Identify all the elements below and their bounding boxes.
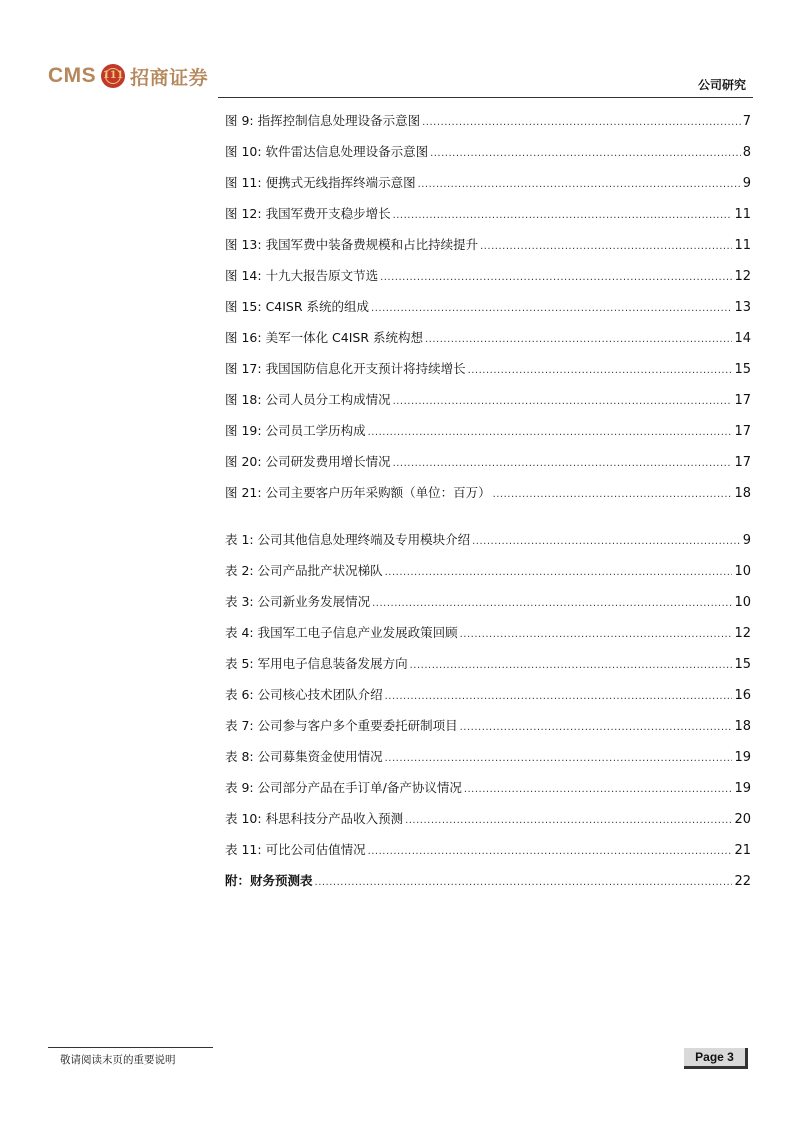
dot-leader bbox=[468, 353, 733, 386]
toc-entry-label: 图 16: 美军一体化 C4ISR 系统构想 bbox=[225, 330, 423, 345]
toc-entry-label: 图 15: C4ISR 系统的组成 bbox=[225, 299, 370, 314]
company-logo bbox=[48, 60, 208, 92]
toc-entry-page: 10 bbox=[734, 595, 751, 610]
toc-entry-figure[interactable] bbox=[225, 198, 751, 229]
toc-entry-label: 图 19: 公司员工学历构成 bbox=[225, 423, 366, 438]
dot-leader bbox=[410, 648, 733, 681]
toc-entry-page: 19 bbox=[734, 750, 751, 765]
dot-leader bbox=[368, 834, 733, 867]
toc-entry-figure[interactable] bbox=[225, 291, 751, 322]
toc-entry-page: 12 bbox=[734, 269, 751, 284]
toc-entry-page: 10 bbox=[734, 564, 751, 579]
toc-entry-label: 图 18: 公司人员分工构成情况 bbox=[225, 392, 391, 407]
footer-divider bbox=[48, 1047, 213, 1048]
toc-entry-page: 14 bbox=[734, 331, 751, 346]
toc-entry-table[interactable] bbox=[225, 679, 751, 710]
toc-entry-page: 12 bbox=[734, 626, 751, 641]
dot-leader bbox=[385, 555, 733, 588]
toc-entry-label: 图 11: 便携式无线指挥终端示意图 bbox=[225, 175, 416, 190]
dot-leader bbox=[422, 105, 741, 138]
toc-entry-label: 表 6: 公司核心技术团队介绍 bbox=[225, 687, 383, 702]
dot-leader bbox=[405, 803, 732, 836]
toc-entry-page: 11 bbox=[734, 238, 751, 253]
toc-entry-label: 表 3: 公司新业务发展情况 bbox=[225, 594, 371, 609]
logo-chinese-name: 招商证券 bbox=[130, 66, 209, 89]
logo-badge-text: 111 bbox=[102, 70, 124, 81]
dot-leader bbox=[393, 384, 733, 417]
dot-leader bbox=[472, 524, 741, 557]
dot-leader bbox=[372, 586, 732, 619]
toc-entry-page: 21 bbox=[734, 843, 751, 858]
dot-leader bbox=[460, 710, 733, 743]
dot-leader bbox=[480, 229, 732, 262]
toc-entry-figure[interactable] bbox=[225, 136, 751, 167]
toc-entry-page: 8 bbox=[742, 145, 751, 160]
toc-entry-page: 18 bbox=[734, 486, 751, 501]
toc-entry-table[interactable] bbox=[225, 741, 751, 772]
toc-entry-figure[interactable] bbox=[225, 353, 751, 384]
dot-leader bbox=[371, 291, 732, 324]
toc-entry-label: 图 10: 软件雷达信息处理设备示意图 bbox=[225, 144, 429, 159]
toc-entry-label: 图 20: 公司研发费用增长情况 bbox=[225, 454, 391, 469]
dot-leader bbox=[460, 617, 733, 650]
toc-entry-page: 19 bbox=[734, 781, 751, 796]
toc-entry-figure[interactable] bbox=[225, 415, 751, 446]
table-of-contents bbox=[225, 105, 751, 896]
toc-entry-label: 表 10: 科思科技分产品收入预测 bbox=[225, 811, 404, 826]
toc-entry-page: 17 bbox=[734, 424, 751, 439]
toc-entry-label: 表 2: 公司产品批产状况梯队 bbox=[225, 563, 383, 578]
toc-entry-figure[interactable] bbox=[225, 384, 751, 415]
toc-entry-page: 17 bbox=[734, 393, 751, 408]
toc-entry-label: 图 14: 十九大报告原文节选 bbox=[225, 268, 379, 283]
toc-entry-figure[interactable] bbox=[225, 167, 751, 198]
toc-entry-page: 13 bbox=[734, 300, 751, 315]
toc-entry-table[interactable] bbox=[225, 524, 751, 555]
toc-entry-label: 附：财务预测表 bbox=[225, 873, 313, 888]
toc-entry-figure[interactable] bbox=[225, 446, 751, 477]
page-number-badge: Page 3 bbox=[684, 1048, 748, 1069]
toc-entry-label: 表 1: 公司其他信息处理终端及专用模块介绍 bbox=[225, 532, 471, 547]
section-label: 公司研究 bbox=[697, 78, 746, 92]
toc-entry-label: 表 11: 可比公司估值情况 bbox=[225, 842, 366, 857]
toc-entry-table[interactable] bbox=[225, 834, 751, 865]
dot-leader bbox=[430, 136, 741, 169]
dot-leader bbox=[385, 679, 733, 712]
toc-entry-figure[interactable] bbox=[225, 477, 751, 508]
footer-notice: 敬请阅读末页的重要说明 bbox=[60, 1054, 176, 1066]
toc-entry-table[interactable] bbox=[225, 772, 751, 803]
toc-entry-label: 表 9: 公司部分产品在手订单/备产协议情况 bbox=[225, 780, 462, 795]
toc-entry-page: 16 bbox=[734, 688, 751, 703]
toc-entry-figure[interactable] bbox=[225, 260, 751, 291]
toc-entry-figure[interactable] bbox=[225, 105, 751, 136]
header-divider bbox=[218, 97, 753, 98]
table-list bbox=[225, 524, 751, 865]
toc-entry-figure[interactable] bbox=[225, 322, 751, 353]
dot-leader bbox=[425, 322, 732, 355]
dot-leader bbox=[418, 167, 741, 200]
logo-badge-icon bbox=[101, 64, 125, 88]
toc-entry-label: 图 9: 指挥控制信息处理设备示意图 bbox=[225, 113, 421, 128]
toc-entry-label: 表 5: 军用电子信息装备发展方向 bbox=[225, 656, 408, 671]
toc-entry-label: 图 13: 我国军费中装备费规模和占比持续提升 bbox=[225, 237, 479, 252]
toc-entry-label: 图 17: 我国国防信息化开支预计将持续增长 bbox=[225, 361, 466, 376]
toc-entry-label: 表 4: 我国军工电子信息产业发展政策回顾 bbox=[225, 625, 458, 640]
toc-entry-page: 20 bbox=[734, 812, 751, 827]
dot-leader bbox=[380, 260, 732, 293]
toc-entry-label: 图 21: 公司主要客户历年采购额（单位：百万） bbox=[225, 485, 491, 500]
logo-text: CMS bbox=[48, 64, 97, 87]
toc-entry-table[interactable] bbox=[225, 617, 751, 648]
toc-entry-page: 11 bbox=[734, 207, 751, 222]
toc-entry-page: 15 bbox=[734, 362, 751, 377]
toc-entry-table[interactable] bbox=[225, 648, 751, 679]
toc-entry-label: 表 8: 公司募集资金使用情况 bbox=[225, 749, 383, 764]
toc-entry-page: 7 bbox=[742, 114, 751, 129]
toc-entry-label: 图 12: 我国军费开支稳步增长 bbox=[225, 206, 391, 221]
dot-leader bbox=[393, 446, 733, 479]
dot-leader bbox=[493, 477, 733, 510]
toc-entry-table[interactable] bbox=[225, 555, 751, 586]
toc-entry-label: 表 7: 公司参与客户多个重要委托研制项目 bbox=[225, 718, 458, 733]
dot-leader bbox=[464, 772, 733, 805]
toc-entry-page: 9 bbox=[742, 533, 751, 548]
toc-entry-appendix[interactable] bbox=[225, 865, 751, 896]
toc-entry-table[interactable] bbox=[225, 710, 751, 741]
toc-entry-page: 17 bbox=[734, 455, 751, 470]
toc-entry-page: 22 bbox=[734, 874, 751, 889]
section-gap bbox=[225, 508, 751, 524]
toc-entry-page: 9 bbox=[742, 176, 751, 191]
dot-leader bbox=[315, 865, 733, 898]
toc-entry-page: 15 bbox=[734, 657, 751, 672]
dot-leader bbox=[393, 198, 733, 231]
dot-leader bbox=[368, 415, 733, 448]
toc-entry-table[interactable] bbox=[225, 586, 751, 617]
toc-entry-page: 18 bbox=[734, 719, 751, 734]
dot-leader bbox=[385, 741, 733, 774]
figure-list bbox=[225, 105, 751, 508]
toc-entry-figure[interactable] bbox=[225, 229, 751, 260]
toc-entry-table[interactable] bbox=[225, 803, 751, 834]
